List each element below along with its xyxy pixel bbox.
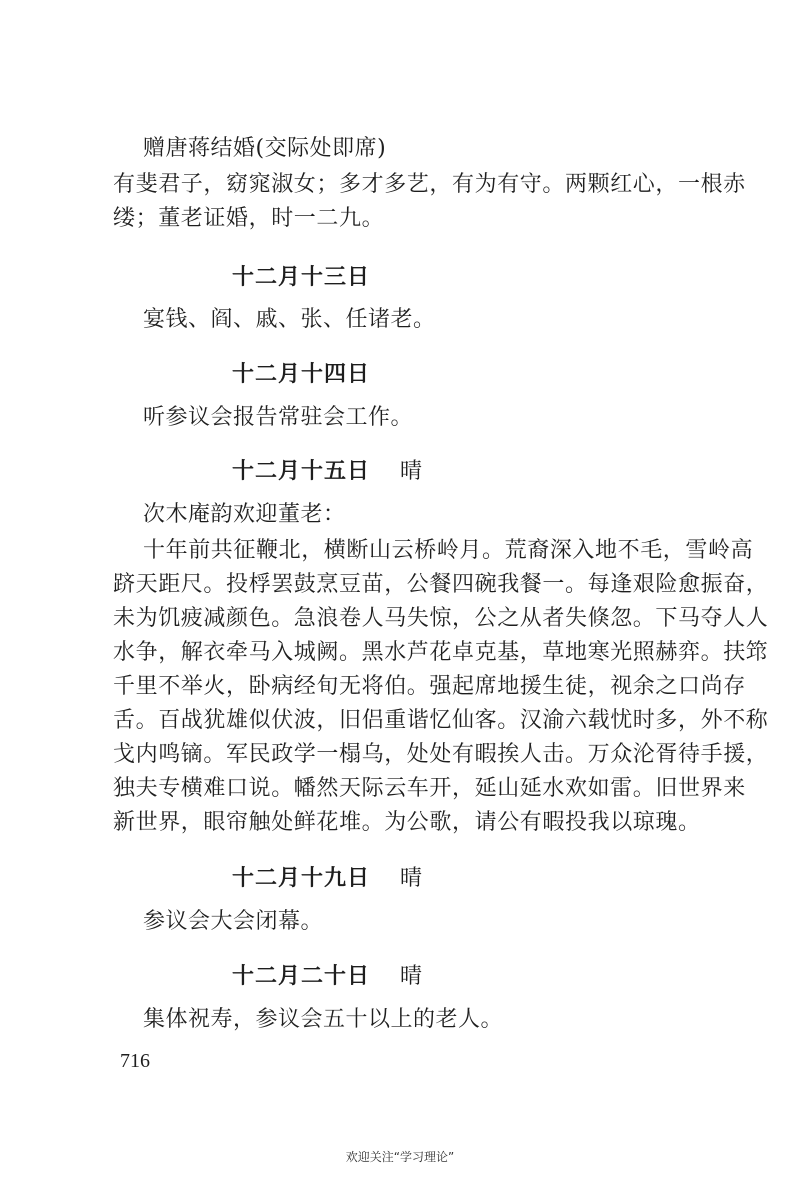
poem-line: 十年前共征鞭北，横断山云桥岭月。荒裔深入地不毛，雪岭高 [143, 538, 754, 563]
weather-label: 晴 [400, 866, 424, 891]
diary-text: 宴钱、阎、戚、张、任诸老。 [143, 307, 436, 332]
date-text: 十二月十九日 [232, 866, 371, 891]
poem-line: 新世界，眼帘触处鲜花堆。为公歌，请公有暇投我以琼瑰。 [113, 810, 701, 835]
footer-note: 欢迎关注“学习理论” [345, 1150, 455, 1164]
poem-line: 独夫专横难口说。幡然天际云车开，延山延水欢如雷。旧世界来 [113, 776, 746, 801]
poem-line: 有斐君子，窈窕淑女；多才多艺，有为有守。两颗红心，一根赤 [113, 172, 746, 197]
date-heading [232, 864, 423, 894]
diary-text: 参议会大会闭幕。 [143, 909, 324, 934]
date-text: 十二月十三日 [232, 265, 371, 290]
diary-text: 听参议会报告常驻会工作。 [143, 405, 414, 430]
date-heading [232, 360, 370, 390]
poem-intro: 次木庵韵欢迎董老： [143, 502, 346, 527]
poem-line: 舌。百战犹雄似伏波，旧侣重谐忆仙客。汉渝六载忧时多，外不称 [113, 708, 769, 733]
date-heading [232, 962, 423, 992]
poem-line: 跻天距尺。投桴罢鼓烹豆苗，公餐四碗我餐一。每逢艰险愈振奋， [113, 572, 769, 597]
date-text: 十二月十四日 [232, 362, 371, 387]
weather-label: 晴 [400, 964, 424, 989]
poem-line: 缕；董老证婚，时一二九。 [113, 206, 385, 231]
poem-line: 戈内鸣镝。军民政学一榻乌，处处有暇挨人击。万众沦胥待手援， [113, 742, 769, 767]
diary-text: 集体祝寿，参议会五十以上的老人。 [143, 1007, 504, 1032]
poem-line: 未为饥疲减颜色。急浪卷人马失惊，公之从者失倏忽。下马夺人人 [113, 606, 769, 631]
poem-line: 千里不举火，卧病经旬无将伯。强起席地援生徒，视余之口尚存 [113, 674, 746, 699]
date-text: 十二月二十日 [232, 964, 371, 989]
page-number: 716 [120, 1050, 150, 1072]
date-heading [232, 263, 370, 293]
date-heading [232, 457, 423, 487]
poem-title: 赠唐蒋结婚(交际处即席) [143, 136, 387, 161]
date-text: 十二月十五日 [232, 459, 371, 484]
poem-line: 水争，解衣牵马入城阙。黑水芦花卓克基，草地寒光照赫弈。扶筇 [113, 640, 769, 665]
weather-label: 晴 [400, 459, 424, 484]
